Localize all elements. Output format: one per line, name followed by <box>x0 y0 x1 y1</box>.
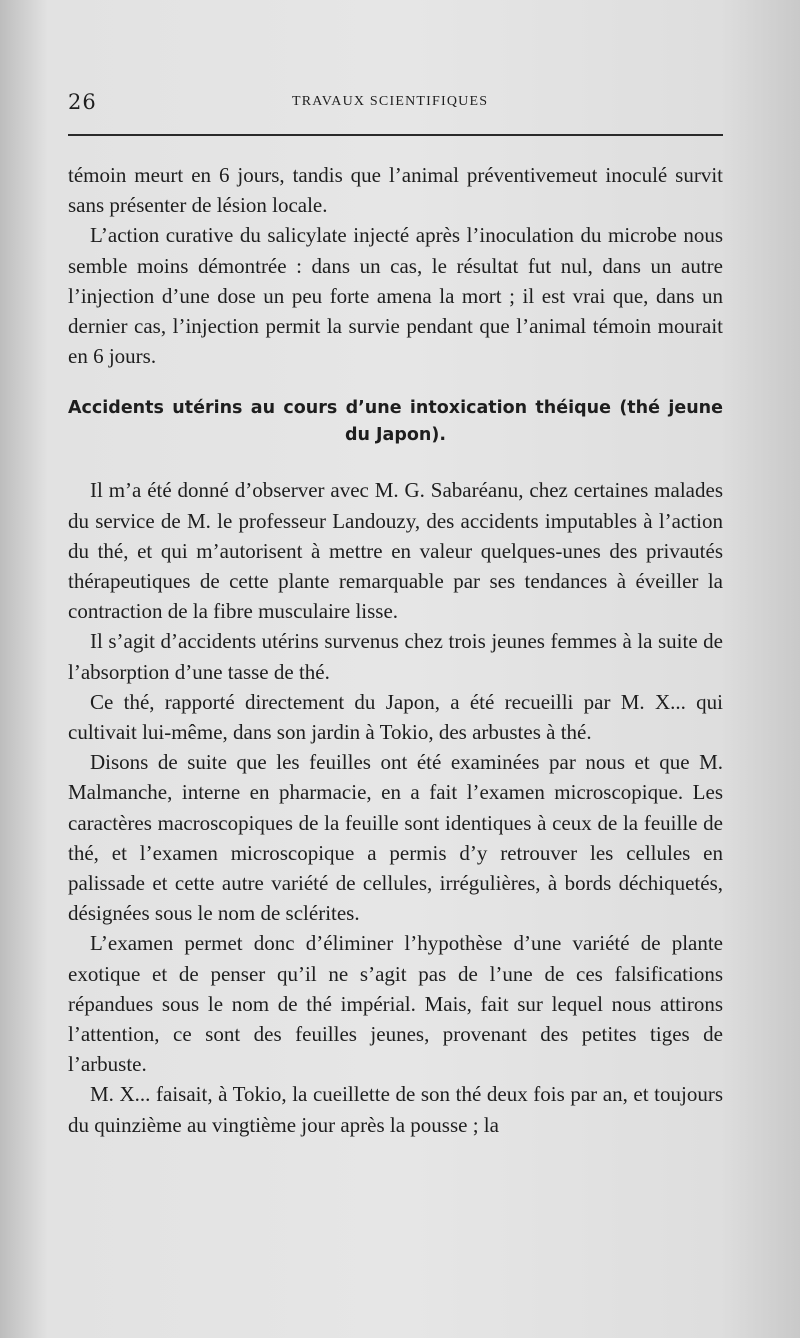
paragraph-6: Disons de suite que les feuilles ont été examinées par nous et que M. Malmanche, interne en pharmacie, en a fait l’examen microscopique. Les caractères macroscopiques de la feuille sont identiques à ceux de la feuille de thé, et l’examen microscopique a permis d’y retrouver les cellules en palissade et cette autre variété de cellules, irrégulières, à bords déchiquetés, désignées sous le nom de sclérites. <box>68 750 723 926</box>
section-heading: Accidents utérins au cours d’une intoxication théique (thé jeune du Japon). <box>68 398 723 446</box>
paragraph-8: M. X... faisait, à Tokio, la cueillette de son thé deux fois par an, et toujours du quinzième au vingtième jour après la pousse ; la <box>68 1082 723 1137</box>
paragraph-5: Ce thé, rapporté directement du Japon, a été recueilli par M. X... qui cultivait lui-même, dans son jardin à Tokio, des arbustes à thé. <box>68 689 723 745</box>
paragraph-1: témoin meurt en 6 jours, tandis que l’animal préventivemeut inoculé survit sans présenter de lésion locale. <box>68 163 723 218</box>
page-number: 26 <box>68 90 97 114</box>
header-rule <box>68 134 723 136</box>
paragraph-2: L’action curative du salicylate injecté après l’inoculation du microbe nous semble moins démontrée : dans un cas, le résultat fut nul, dans un autre l’injection d’une dose un peu forte amena la mort ; il est vrai que, dans un dernier cas, l’injection permit la survie pendant que l’animal témoin mourait en 6 jours. <box>68 223 723 369</box>
body-text <box>68 160 723 1140</box>
paragraph-7: L’examen permet donc d’éliminer l’hypothèse d’une variété de plante exotique et de penser qu’il ne s’agit pas de l’une de ces falsifications répandues sous le nom de thé impérial. Mais, fait sur lequel nous attirons l’attention, ce sont des feuilles jeunes, provenant des petites tiges de l’arbuste. <box>68 931 723 1077</box>
paragraph-4: Il s’agit d’accidents utérins survenus chez trois jeunes femmes à la suite de l’absorption d’une tasse de thé. <box>68 629 723 684</box>
paragraph-3: Il m’a été donné d’observer avec M. G. Sabaréanu, chez certaines malades du service de M. le professeur Landouzy, des accidents imputables à l’action du thé, et qui m’autorisent à mettre en valeur quelques-unes des privautés thérapeutiques de cette plante remarquable par ses tendances à éveiller la contraction de la fibre musculaire lisse. <box>68 478 723 624</box>
page-header <box>68 90 723 116</box>
running-head: TRAVAUX SCIENTIFIQUES <box>292 94 489 109</box>
